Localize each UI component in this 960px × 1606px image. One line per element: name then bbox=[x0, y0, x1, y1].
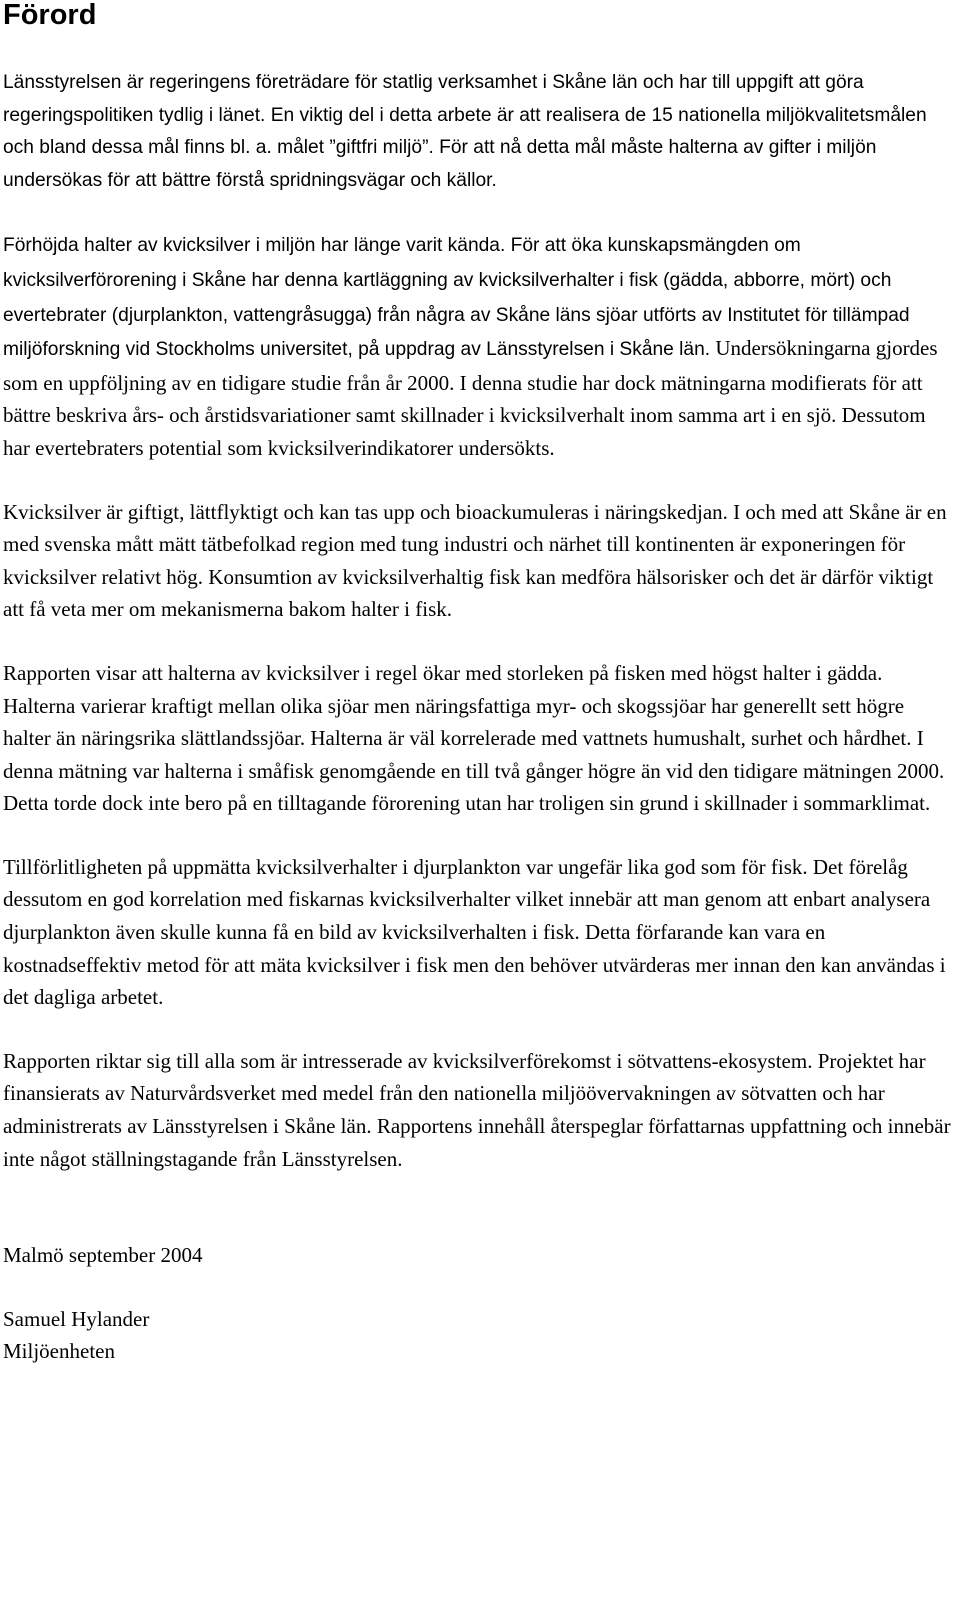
signature-unit: Miljöenheten bbox=[3, 1339, 115, 1364]
paragraph-background bbox=[3, 228, 955, 464]
paragraph-background-part1: Förhöjda halter av kvicksilver i miljön har länge varit kända. För att öka kunskapsmängden om kvicksilverförorening i Skåne har denna kartläggning av kvicksilverhalter i fisk (gädda, abborre, mört) och evertebrater (djurplankton, vattengråsugga) från några av Skåne läns sjöar utförts av Institutet för tillämpad miljöforskning vid Stockholms universitet, på uppdrag av Länsstyrelsen i Skåne län. bbox=[3, 235, 910, 361]
document-page bbox=[3, 0, 955, 1368]
page-title: Förord bbox=[3, 0, 97, 31]
dateline: Malmö september 2004 bbox=[3, 1243, 203, 1268]
paragraph-zooplankton: Tillförlitligheten på uppmätta kvicksilverhalter i djurplankton var ungefär lika god som för fisk. Det förelåg dessutom en god korrelation med fiskarnas kvicksilverhalter vilket innebär att man genom att enbart analysera djurplankton även skulle kunna få en bild av kvicksilverhalten i fisk. Detta förfarande kan vara en kostnadseffektiv metod för att mäta kvicksilver i fisk men den behöver utvärderas mer innan den kan användas i det dagliga arbetet. bbox=[3, 854, 946, 1010]
paragraph-results: Rapporten visar att halterna av kvicksilver i regel ökar med storleken på fisken med högst halter i gädda. Halterna varierar kraftigt mellan olika sjöar men näringsfattiga myr- och skogssjöar har generellt sett högre halter än näringsrika slättlandssjöar. Halterna är väl korrelerade med vattnets humushalt, surhet och hårdhet. I denna mätning var halterna i småfisk genomgående en till två gånger högre än vid den tidigare mätningen 2000. Detta torde dock inte bero på en tilltagande förorening utan har troligen sin grund i skillnader i sommarklimat. bbox=[3, 660, 945, 816]
paragraph-background-part2: Undersökningarna gjordes som en uppföljning av en tidigare studie från år 2000. I denna studie har dock mätningarna modifierats för att bättre beskriva års- och årstidsvariationer samt skillnader i kvicksilverhalt inom samma art i en sjö. Dessutom har evertebraters potential som kvicksilverindikatorer undersökts. bbox=[3, 336, 938, 460]
paragraph-audience: Rapporten riktar sig till alla som är intresserade av kvicksilverförekomst i sötvattens-ekosystem. Projektet har finansierats av Naturvårdsverket med medel från den nationella miljöövervakningen av sötvatten och har administrerats av Länsstyrelsen i Skåne län. Rapportens innehåll återspeglar författarnas uppfattning och innebär inte något ställningstagande från Länsstyrelsen. bbox=[3, 1048, 951, 1171]
paragraph-mercury-risk: Kvicksilver är giftigt, lättflyktigt och kan tas upp och bioackumuleras i näringskedjan. I och med att Skåne är en med svenska mått mätt tätbefolkad region med tung industri och närhet till kontinenten är exponeringen för kvicksilver relativt hög. Konsumtion av kvicksilverhaltig fisk kan medföra hälsorisker och det är därför viktigt att få veta mer om mekanismerna bakom halter i fisk. bbox=[3, 499, 947, 622]
signature-name: Samuel Hylander bbox=[3, 1306, 150, 1331]
paragraph-intro: Länsstyrelsen är regeringens företrädare för statlig verksamhet i Skåne län och har till uppgift att göra regeringspolitiken tydlig i länet. En viktig del i detta arbete är att realisera de 15 nationella miljökvalitetsmålen och bland dessa mål finns bl. a. målet ”giftfri miljö”. För att nå detta mål måste halterna av gifter i miljön undersökas för att bättre förstå spridningsvägar och källor. bbox=[3, 72, 927, 191]
